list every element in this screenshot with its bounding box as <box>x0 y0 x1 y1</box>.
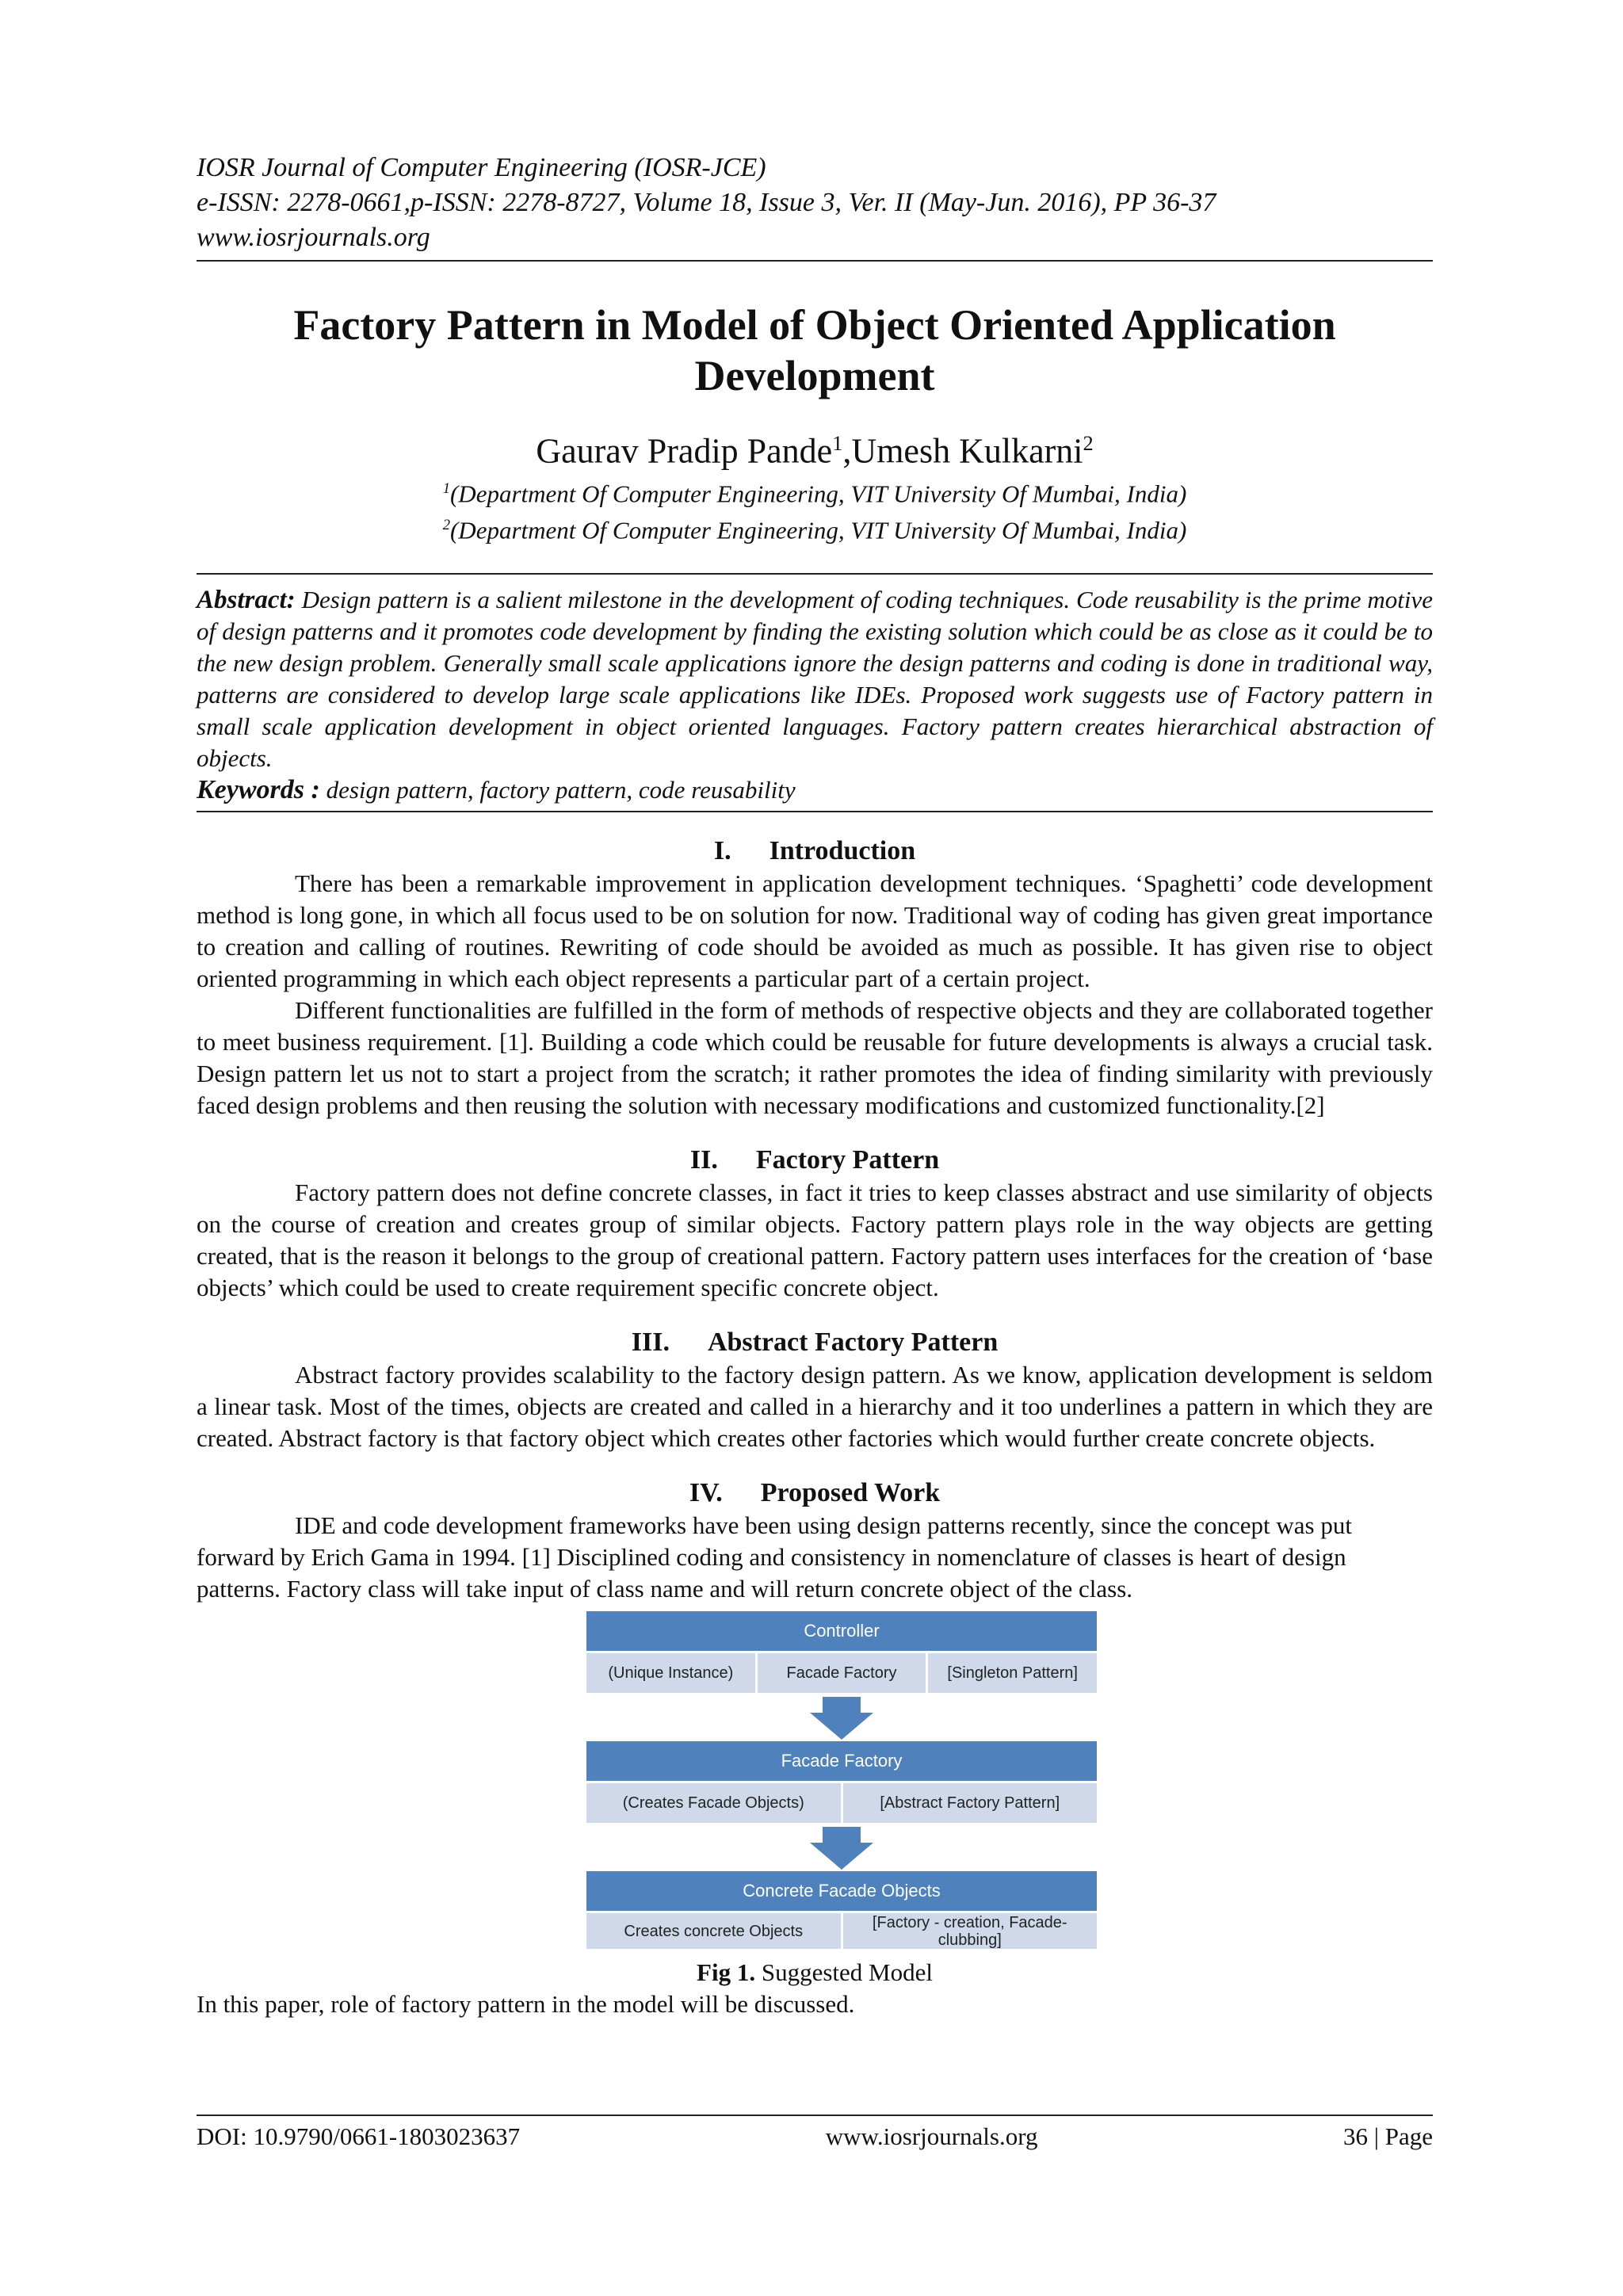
paragraph: Different functionalities are fulfilled in the form of methods of respective objects and they are collaborated together to meet business requirement. [1]. Building a code which could be reusable for future developments is always a crucial task. Design pattern let us not to start a project from the scratch; it rather promotes the idea of finding similarity with previously faced design problems and then reusing the solution with necessary modifications and customized functionality.[2] <box>197 996 1433 1120</box>
affiliation-text: (Department Of Computer Engineering, VIT University Of Mumbai, India) <box>449 479 1187 507</box>
section-number: IV. <box>689 1478 723 1508</box>
journal-website: www.iosrjournals.org <box>197 223 430 252</box>
author-sup: 2 <box>1083 431 1094 455</box>
footer-page: 36 | Page <box>1343 2122 1433 2150</box>
section-number: I. <box>713 836 731 866</box>
section-heading <box>197 1144 1433 1177</box>
down-arrow-icon <box>810 1697 873 1740</box>
section-title: Factory Pattern <box>755 1145 940 1175</box>
figure-cell: Facade Factory <box>758 1653 929 1693</box>
closing-paragraph: In this paper, role of factory pattern in the model will be discussed. <box>197 1990 855 2019</box>
keywords-text: design pattern, factory pattern, code reusability <box>326 776 796 804</box>
footer-doi: DOI: 10.9790/0661-1803023637 <box>197 2122 521 2150</box>
figure-cell: Creates concrete Objects <box>586 1913 843 1949</box>
figure-cell: (Creates Facade Objects) <box>586 1783 843 1823</box>
abstract <box>197 573 1433 774</box>
section-title: Introduction <box>769 836 916 866</box>
author-name: Gaurav Pradip Pande <box>536 431 833 471</box>
caption-label: Fig 1. <box>697 1958 756 1987</box>
affiliation-sup: 1 <box>442 479 450 497</box>
paragraph: Factory pattern does not define concrete classes, in fact it tries to keep classes abstract and use similarity of objects on the course of creation and creates group of similar objects. Factory pattern plays role in the way objects are getting created, that is the reason it belongs to the group of creational pattern. Factory pattern uses interfaces for the creation of ‘base objects’ which could be used to create requirement specific concrete object. <box>197 1179 1433 1302</box>
figure-box-row <box>586 1653 1097 1693</box>
paragraph: IDE and code development frameworks have been using design patterns recently, since the concept was put forward by Erich Gama in 1994. [1] Disciplined coding and consistency in nomenclature of classes is heart of design patterns. Factory class will take input of class name and will return concrete object of the class. <box>197 1511 1352 1603</box>
figure-caption <box>197 1957 1433 1988</box>
affiliation-sup: 2 <box>442 516 450 533</box>
paragraph: Abstract factory provides scalability to the factory design pattern. As we know, application development is seldom a linear task. Most of the times, objects are created and called in a hierarchy and it too underlines a pattern in which they are created. Abstract factory is that factory object which creates other factories which would further create concrete objects. <box>197 1361 1433 1453</box>
section-number: III. <box>631 1328 670 1358</box>
author-sup: 1 <box>832 431 843 455</box>
journal-header <box>197 151 1433 255</box>
issn-line: e-ISSN: 2278-0661,p-ISSN: 2278-8727, Volume 18, Issue 3, Ver. II (May-Jun. 2016), PP 36-37 <box>197 188 1216 217</box>
paper-page <box>197 151 1433 2020</box>
affiliation <box>197 510 1433 546</box>
affiliation <box>197 473 1433 510</box>
paper-title: Factory Pattern in Model of Object Oriented Application Development <box>293 301 1336 399</box>
abstract-text: Design pattern is a salient milestone in the development of coding techniques. Code reusability is the prime motive of design patterns and it promotes code development by finding the existing solution which could be as close as it could be to the new design problem. Generally small scale applications ignore the design patterns and coding is done in traditional way, patterns are considered to develop large scale applications like IDEs. Proposed work suggests use of Factory pattern in small scale application development in object oriented languages. Factory pattern creates hierarchical abstraction of objects. <box>197 586 1434 773</box>
down-arrow-icon <box>810 1827 873 1870</box>
section-title: Proposed Work <box>760 1478 941 1508</box>
affiliation-text: (Department Of Computer Engineering, VIT University Of Mumbai, India) <box>449 516 1187 544</box>
header-rule <box>197 260 1433 262</box>
author-separator: , <box>842 431 852 471</box>
figure-box-title: Controller <box>586 1611 1097 1651</box>
figure-box-title: Facade Factory <box>586 1741 1097 1781</box>
figure-box-row <box>586 1783 1097 1823</box>
keywords-label: Keywords : <box>197 775 320 805</box>
author-name: Umesh Kulkarni <box>851 431 1083 471</box>
authors <box>197 422 1433 473</box>
section-title: Abstract Factory Pattern <box>707 1328 999 1358</box>
caption-text: Suggested Model <box>761 1958 933 1987</box>
keywords <box>197 774 1433 812</box>
section-number: II. <box>689 1145 718 1175</box>
section-heading <box>197 835 1433 868</box>
page-footer <box>197 2115 1433 2151</box>
figure-box-title: Concrete Facade Objects <box>586 1871 1097 1911</box>
suggested-model-figure <box>586 1611 1097 1949</box>
section-heading <box>197 1326 1433 1359</box>
figure-cell: [Singleton Pattern] <box>947 1664 1078 1683</box>
figure-box-row <box>586 1913 1097 1949</box>
abstract-label: Abstract: <box>197 586 296 615</box>
section-heading <box>197 1477 1433 1510</box>
figure-cell: [Factory - creation, Facade-clubbing] <box>872 1913 1067 1949</box>
journal-name: IOSR Journal of Computer Engineering (IOSR-JCE) <box>197 153 766 182</box>
figure-cell: [Abstract Factory Pattern] <box>880 1794 1060 1813</box>
footer-site: www.iosrjournals.org <box>825 2122 1038 2150</box>
figure-cell: (Unique Instance) <box>586 1653 758 1693</box>
paragraph: There has been a remarkable improvement in application development techniques. ‘Spaghetti’ code development method is long gone, in which all focus used to be on solution for now. Traditional way of coding has given great importance to creation and calling of routines. Rewriting of code should be avoided as much as possible. It has given rise to object oriented programming in which each object represents a particular part of a certain project. <box>197 869 1433 993</box>
